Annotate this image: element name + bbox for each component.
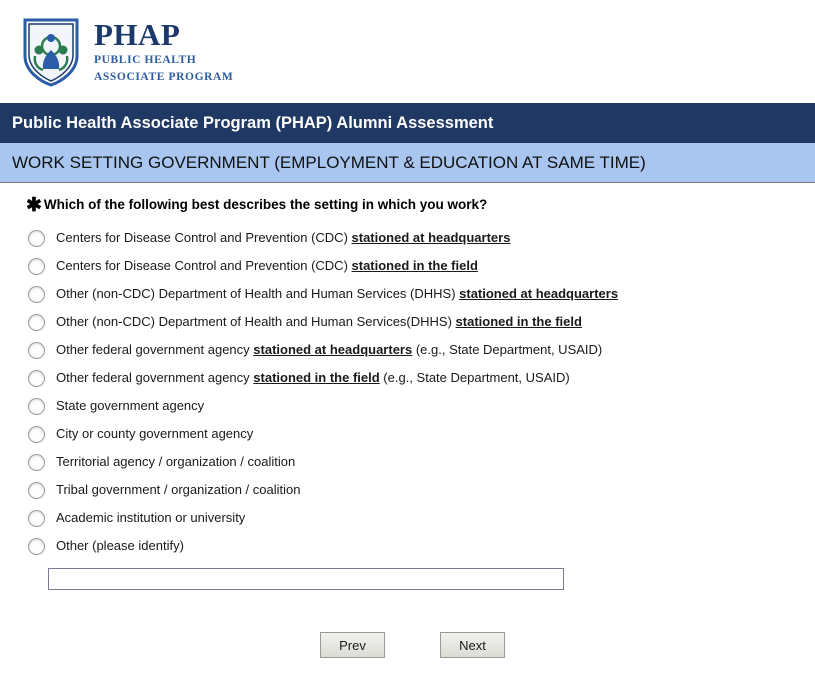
radio-button-2[interactable]	[28, 258, 45, 275]
phap-shield-logo-icon	[22, 16, 80, 88]
brand-subtitle-line1: PUBLIC HEALTH	[94, 53, 197, 66]
radio-label-11: Academic institution or university	[56, 510, 246, 526]
survey-title-bar	[0, 103, 815, 143]
radio-label-9: Territorial agency / organization / coalition	[56, 454, 296, 470]
radio-button-9[interactable]	[28, 454, 45, 471]
other-input-row	[0, 568, 815, 590]
radio-button-5[interactable]	[28, 342, 45, 359]
radio-button-1[interactable]	[28, 230, 45, 247]
radio-button-3[interactable]	[28, 286, 45, 303]
prev-button[interactable]: Prev	[320, 632, 385, 658]
radio-option[interactable]	[28, 364, 815, 392]
next-button[interactable]: Next	[440, 632, 505, 658]
radio-label-6: Other federal government agency stationed in the field (e.g., State Department, USAID)	[56, 370, 570, 386]
radio-option[interactable]	[28, 392, 815, 420]
radio-option[interactable]	[28, 280, 815, 308]
radio-option[interactable]	[28, 336, 815, 364]
navigation-buttons	[0, 632, 815, 658]
radio-label-3: Other (non-CDC) Department of Health and Human Services (DHHS) stationed at headquarters	[56, 286, 619, 302]
radio-option[interactable]	[28, 308, 815, 336]
question-text: Which of the following best describes the setting in which you work?	[43, 197, 488, 212]
required-asterisk-icon: ✱	[26, 195, 42, 216]
radio-button-12[interactable]	[28, 538, 45, 555]
radio-label-8: City or county government agency	[56, 426, 254, 442]
survey-section-bar	[0, 143, 815, 183]
radio-option[interactable]	[28, 504, 815, 532]
radio-option[interactable]	[28, 532, 815, 560]
radio-option[interactable]	[28, 448, 815, 476]
radio-label-2: Centers for Disease Control and Prevention (CDC) stationed in the field	[56, 258, 478, 274]
radio-option[interactable]	[28, 224, 815, 252]
brand-title: PHAP	[94, 16, 181, 52]
radio-label-12: Other (please identify)	[56, 538, 184, 554]
section-title: WORK SETTING GOVERNMENT (EMPLOYMENT & EDUCATION AT SAME TIME)	[12, 152, 646, 172]
radio-button-8[interactable]	[28, 426, 45, 443]
radio-button-7[interactable]	[28, 398, 45, 415]
survey-title: Public Health Associate Program (PHAP) Alumni Assessment	[12, 113, 494, 132]
brand-subtitle-line2: ASSOCIATE PROGRAM	[94, 71, 234, 83]
radio-label-4: Other (non-CDC) Department of Health and Human Services(DHHS) stationed in the field	[56, 314, 582, 330]
radio-option[interactable]	[28, 252, 815, 280]
radio-button-6[interactable]	[28, 370, 45, 387]
brand-header	[0, 0, 815, 103]
radio-group	[0, 224, 815, 560]
radio-label-10: Tribal government / organization / coalition	[56, 482, 301, 498]
radio-button-4[interactable]	[28, 314, 45, 331]
radio-label-1: Centers for Disease Control and Prevention (CDC) stationed at headquarters	[56, 230, 511, 246]
question-row	[0, 197, 815, 214]
radio-label-5: Other federal government agency stationed at headquarters (e.g., State Department, USAID)	[56, 342, 603, 358]
radio-option[interactable]	[28, 420, 815, 448]
question-block	[0, 183, 815, 658]
brand-text	[94, 16, 234, 85]
radio-label-7: State government agency	[56, 398, 205, 414]
radio-button-11[interactable]	[28, 510, 45, 527]
other-text-input[interactable]	[48, 568, 564, 590]
radio-button-10[interactable]	[28, 482, 45, 499]
radio-option[interactable]	[28, 476, 815, 504]
